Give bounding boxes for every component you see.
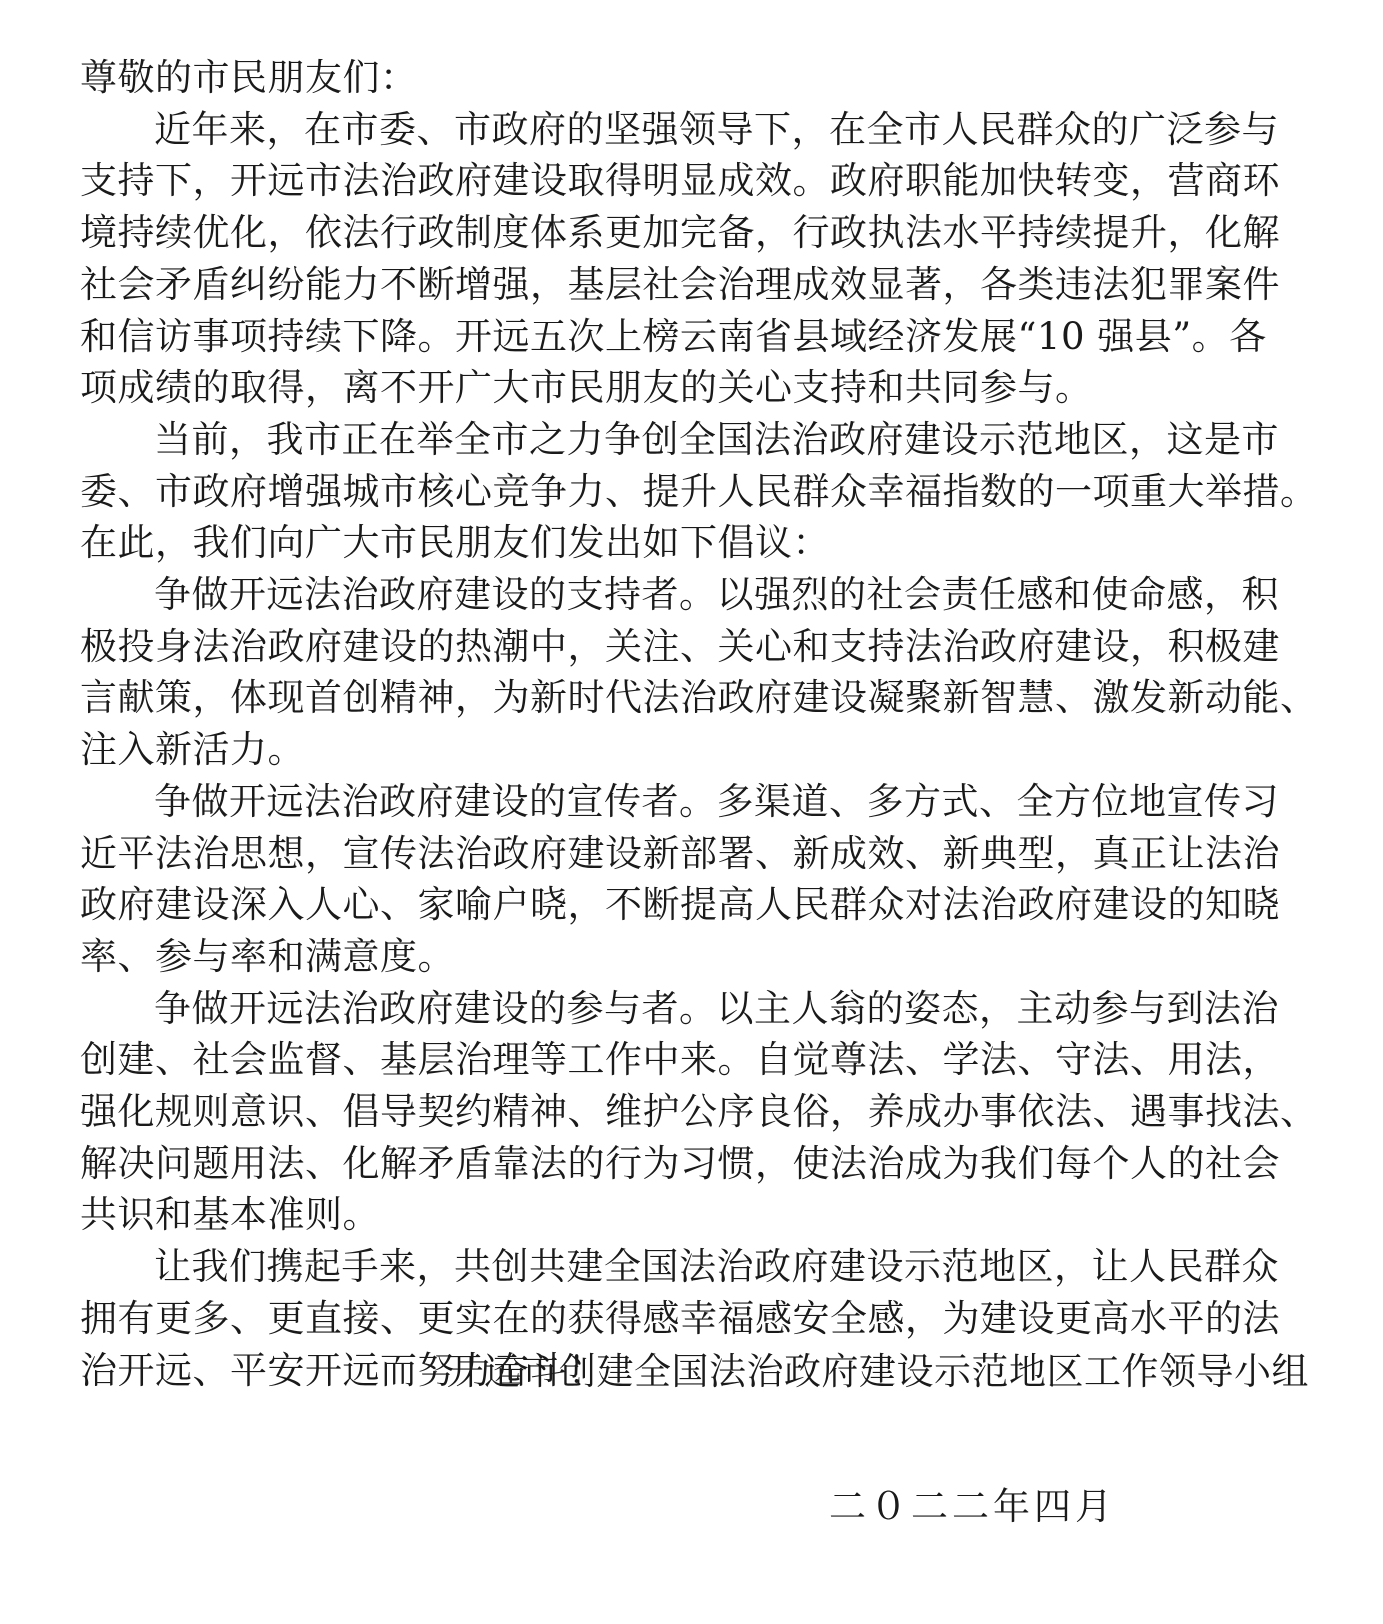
- paragraph-line: 社会矛盾纠纷能力不断增强，基层社会治理成效显著，各类违法犯罪案件: [80, 262, 1280, 306]
- signature-date: 二０二二年四月: [829, 1485, 1116, 1528]
- paragraph-line: 共识和基本准则。: [80, 1193, 380, 1237]
- paragraph-line: 创建、社会监督、基层治理等工作中来。自觉尊法、学法、守法、用法，: [80, 1038, 1280, 1082]
- paragraph-line: 争做开远法治政府建设的参与者。以主人翁的姿态，主动参与到法治: [154, 986, 1279, 1030]
- paragraph-participant: [80, 983, 1318, 1242]
- paragraph-line: 解决问题用法、化解矛盾靠法的行为习惯，使法治成为我们每个人的社会: [80, 1141, 1280, 1185]
- paragraph-line: 言献策，体现首创精神，为新时代法治政府建设凝聚新智慧、激发新动能、: [80, 676, 1318, 720]
- paragraph-line: 当前，我市正在举全市之力争创全国法治政府建设示范地区，这是市: [154, 417, 1279, 461]
- paragraph-line: 争做开远法治政府建设的支持者。以强烈的社会责任感和使命感，积: [154, 573, 1279, 617]
- paragraph-promoter: [80, 776, 1310, 983]
- paragraph-line: 和信访事项持续下降。开远五次上榜云南省县域经济发展“10 强县”。各: [80, 314, 1267, 358]
- paragraph-line: 委、市政府增强城市核心竞争力、提升人民群众幸福指数的一项重大举措。: [80, 469, 1318, 513]
- paragraph-initiative-intro: [80, 414, 1318, 569]
- letter-body: [80, 52, 1318, 1396]
- paragraph-line: 注入新活力。: [80, 728, 305, 772]
- paragraph-line: 支持下，开远市法治政府建设取得明显成效。政府职能加快转变，营商环: [80, 159, 1280, 203]
- paragraph-line: 让我们携起手来，共创共建全国法治政府建设示范地区，让人民群众: [154, 1245, 1279, 1289]
- paragraph-line: 境持续优化，依法行政制度体系更加完备，行政执法水平持续提升，化解: [80, 211, 1280, 255]
- paragraph-line: 在此，我们向广大市民朋友们发出如下倡议：: [80, 521, 830, 565]
- paragraph-line: 率、参与率和满意度。: [80, 934, 455, 978]
- paragraph-achievements: [80, 104, 1310, 414]
- paragraph-line: 政府建设深入人心、家喻户晓，不断提高人民群众对法治政府建设的知晓: [80, 883, 1280, 927]
- paragraph-line: 拥有更多、更直接、更实在的获得感幸福感安全感，为建设更高水平的法: [80, 1296, 1280, 1340]
- paragraph-line: 治开远、平安开远而努力奋斗！: [80, 1348, 605, 1392]
- paragraph-line: 近年来，在市委、市政府的坚强领导下，在全市人民群众的广泛参与: [154, 107, 1279, 151]
- paragraph-line: 近平法治思想，宣传法治政府建设新部署、新成效、新典型，真正让法治: [80, 831, 1280, 875]
- signature-organization: 开远市创建全国法治政府建设示范地区工作领导小组: [446, 1350, 1309, 1393]
- paragraph-line: 强化规则意识、倡导契约精神、维护公序良俗，养成办事依法、遇事找法、: [80, 1090, 1318, 1134]
- paragraph-supporter: [80, 569, 1318, 776]
- salutation: 尊敬的市民朋友们：: [80, 56, 418, 99]
- paragraph-line: 极投身法治政府建设的热潮中，关注、关心和支持法治政府建设，积极建: [80, 624, 1280, 668]
- paragraph-line: 争做开远法治政府建设的宣传者。多渠道、多方式、全方位地宣传习: [154, 779, 1279, 823]
- paragraph-line: 项成绩的取得，离不开广大市民朋友的关心支持和共同参与。: [80, 366, 1093, 410]
